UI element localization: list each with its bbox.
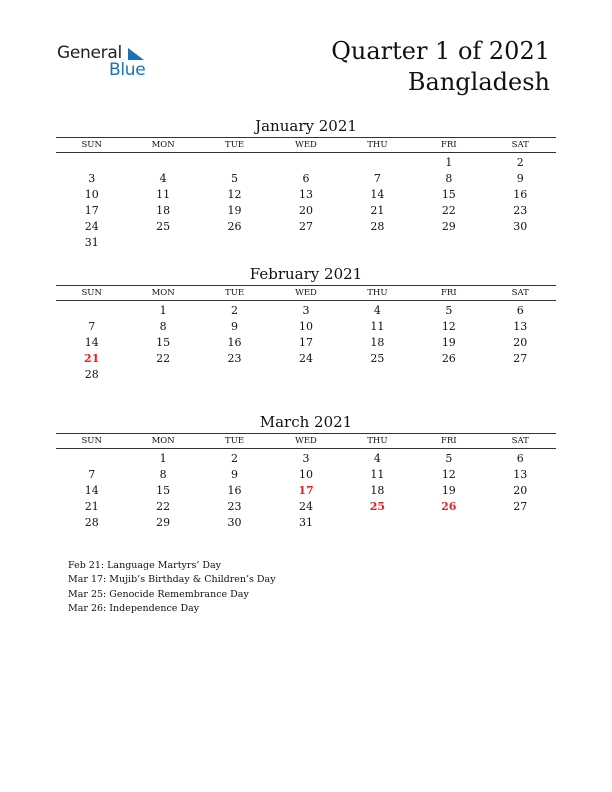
holiday-note: Mar 25: Genocide Remembrance Day (68, 588, 249, 600)
week-grid (56, 451, 556, 531)
empty-day-cell (413, 367, 484, 383)
day-cell: 14 (84, 336, 99, 349)
empty-day-cell (56, 303, 127, 319)
weekday-label: SAT (511, 140, 529, 150)
day-cell: 29 (441, 220, 456, 233)
day-cell: 11 (370, 468, 385, 481)
weekday-label: SAT (511, 288, 529, 298)
day-cell: 3 (302, 452, 310, 465)
day-cell: 9 (231, 320, 239, 333)
day-cell: 7 (88, 468, 96, 481)
day-cell: 15 (156, 484, 171, 497)
day-cell: 27 (298, 220, 313, 233)
empty-day-cell (270, 155, 341, 171)
day-cell: 25 (370, 352, 385, 365)
empty-day-cell (127, 155, 198, 171)
day-cell: 25 (156, 220, 171, 233)
weekday-label: MON (151, 288, 175, 298)
day-cell: 19 (441, 484, 456, 497)
week-row (56, 171, 556, 187)
day-cell: 1 (159, 304, 167, 317)
day-cell: 16 (227, 336, 242, 349)
empty-day-cell (127, 235, 198, 251)
day-cell: 2 (516, 156, 524, 169)
day-cell: 16 (227, 484, 242, 497)
day-cell: 13 (513, 468, 528, 481)
day-cell: 11 (370, 320, 385, 333)
empty-day-cell (485, 367, 556, 383)
day-cell: 12 (441, 320, 456, 333)
day-cell: 28 (84, 516, 99, 529)
week-row (56, 483, 556, 499)
holiday-day-cell: 26 (441, 500, 457, 513)
weekday-label: WED (295, 288, 317, 298)
day-cell: 31 (298, 516, 313, 529)
day-cell: 13 (513, 320, 528, 333)
month-february (56, 265, 556, 383)
empty-day-cell (270, 367, 341, 383)
page-title (331, 36, 550, 98)
month-march (56, 413, 556, 531)
weekday-label: WED (295, 140, 317, 150)
day-cell: 7 (88, 320, 96, 333)
day-cell: 30 (227, 516, 242, 529)
weekday-label: MON (151, 436, 175, 446)
week-grid (56, 303, 556, 383)
day-cell: 27 (513, 500, 528, 513)
day-cell: 6 (516, 304, 524, 317)
day-cell: 6 (302, 172, 310, 185)
weekday-label: SUN (81, 436, 102, 446)
month-title: March 2021 (259, 413, 353, 431)
day-cell: 23 (227, 352, 242, 365)
weekday-label: FRI (440, 140, 457, 150)
week-row (56, 155, 556, 171)
day-cell: 31 (84, 236, 99, 249)
day-cell: 20 (298, 204, 313, 217)
day-cell: 10 (84, 188, 99, 201)
week-row (56, 187, 556, 203)
day-cell: 3 (88, 172, 96, 185)
empty-day-cell (485, 515, 556, 531)
day-cell: 10 (298, 468, 313, 481)
weekday-label: TUE (225, 140, 245, 150)
day-cell: 5 (445, 452, 453, 465)
week-row (56, 335, 556, 351)
day-cell: 14 (84, 484, 99, 497)
logo-text-blue: Blue (109, 60, 146, 80)
empty-day-cell (413, 515, 484, 531)
day-cell: 6 (516, 452, 524, 465)
day-cell: 24 (298, 500, 313, 513)
empty-day-cell (342, 155, 413, 171)
day-cell: 11 (156, 188, 171, 201)
day-cell: 23 (513, 204, 528, 217)
day-cell: 7 (373, 172, 381, 185)
day-cell: 28 (370, 220, 385, 233)
day-cell: 8 (159, 468, 167, 481)
holiday-note: Feb 21: Language Martyrs’ Day (68, 560, 222, 571)
weekday-label: FRI (440, 436, 457, 446)
day-cell: 17 (84, 204, 99, 217)
day-cell: 17 (298, 336, 313, 349)
day-cell: 9 (516, 172, 524, 185)
empty-day-cell (199, 155, 270, 171)
day-cell: 15 (156, 336, 171, 349)
day-cell: 5 (445, 304, 453, 317)
weekday-label: SAT (511, 436, 529, 446)
day-cell: 5 (231, 172, 239, 185)
day-cell: 14 (370, 188, 385, 201)
day-cell: 26 (227, 220, 242, 233)
day-cell: 18 (156, 204, 171, 217)
empty-day-cell (342, 367, 413, 383)
day-cell: 28 (84, 368, 99, 381)
day-cell: 20 (513, 336, 528, 349)
weekday-label: SUN (81, 140, 102, 150)
day-cell: 4 (159, 172, 167, 185)
day-cell: 27 (513, 352, 528, 365)
weekday-header (56, 137, 556, 153)
day-cell: 23 (227, 500, 242, 513)
day-cell: 29 (156, 516, 171, 529)
week-row (56, 515, 556, 531)
day-cell: 3 (302, 304, 310, 317)
holiday-day-cell: 17 (298, 484, 314, 497)
empty-day-cell (413, 235, 484, 251)
weekday-label: THU (367, 140, 388, 150)
weekday-header (56, 285, 556, 301)
day-cell: 24 (84, 220, 99, 233)
day-cell: 22 (156, 500, 171, 513)
day-cell: 2 (231, 452, 239, 465)
day-cell: 16 (513, 188, 528, 201)
empty-day-cell (199, 235, 270, 251)
logo-text-general: General (57, 43, 122, 63)
day-cell: 22 (441, 204, 456, 217)
empty-day-cell (56, 155, 127, 171)
holiday-note: Mar 17: Mujib’s Birthday & Children’s Day (68, 574, 276, 586)
weekday-label: THU (367, 436, 388, 446)
day-cell: 26 (441, 352, 456, 365)
week-row (56, 303, 556, 319)
weekday-label: TUE (225, 288, 245, 298)
weekday-label: TUE (225, 436, 245, 446)
day-cell: 12 (441, 468, 456, 481)
week-grid (56, 155, 556, 251)
week-row (56, 499, 556, 515)
day-cell: 8 (159, 320, 167, 333)
empty-day-cell (485, 235, 556, 251)
weekday-header (56, 433, 556, 449)
empty-day-cell (56, 451, 127, 467)
day-cell: 20 (513, 484, 528, 497)
month-title: January 2021 (255, 117, 357, 135)
day-cell: 1 (159, 452, 167, 465)
week-row (56, 467, 556, 483)
day-cell: 8 (445, 172, 453, 185)
holiday-note: Mar 26: Independence Day (68, 602, 200, 614)
day-cell: 4 (373, 452, 381, 465)
title-country: Bangladesh (407, 68, 550, 96)
week-row (56, 203, 556, 219)
week-row (56, 235, 556, 251)
day-cell: 30 (513, 220, 528, 233)
empty-day-cell (199, 367, 270, 383)
day-cell: 18 (370, 336, 385, 349)
week-row (56, 351, 556, 367)
weekday-label: FRI (440, 288, 457, 298)
day-cell: 24 (298, 352, 313, 365)
weekday-label: SUN (81, 288, 102, 298)
day-cell: 9 (231, 468, 239, 481)
month-title: February 2021 (249, 265, 363, 283)
empty-day-cell (342, 235, 413, 251)
day-cell: 21 (84, 500, 99, 513)
holiday-day-cell: 25 (369, 500, 386, 513)
day-cell: 2 (231, 304, 239, 317)
week-row (56, 451, 556, 467)
holiday-notes (68, 559, 276, 616)
day-cell: 4 (373, 304, 381, 317)
day-cell: 15 (441, 188, 456, 201)
weekday-label: MON (151, 140, 175, 150)
day-cell: 10 (298, 320, 313, 333)
day-cell: 13 (298, 188, 313, 201)
holiday-day-cell: 21 (84, 352, 100, 365)
day-cell: 12 (227, 188, 242, 201)
title-quarter: Quarter 1 of 2021 (331, 37, 550, 65)
day-cell: 19 (441, 336, 456, 349)
empty-day-cell (270, 235, 341, 251)
day-cell: 21 (370, 204, 385, 217)
weekday-label: THU (367, 288, 388, 298)
day-cell: 19 (227, 204, 242, 217)
day-cell: 18 (370, 484, 385, 497)
week-row (56, 219, 556, 235)
empty-day-cell (127, 367, 198, 383)
day-cell: 22 (156, 352, 171, 365)
month-january (56, 117, 556, 251)
empty-day-cell (342, 515, 413, 531)
day-cell: 1 (445, 156, 453, 169)
week-row (56, 319, 556, 335)
weekday-label: WED (295, 436, 317, 446)
logo (57, 43, 157, 83)
week-row (56, 367, 556, 383)
